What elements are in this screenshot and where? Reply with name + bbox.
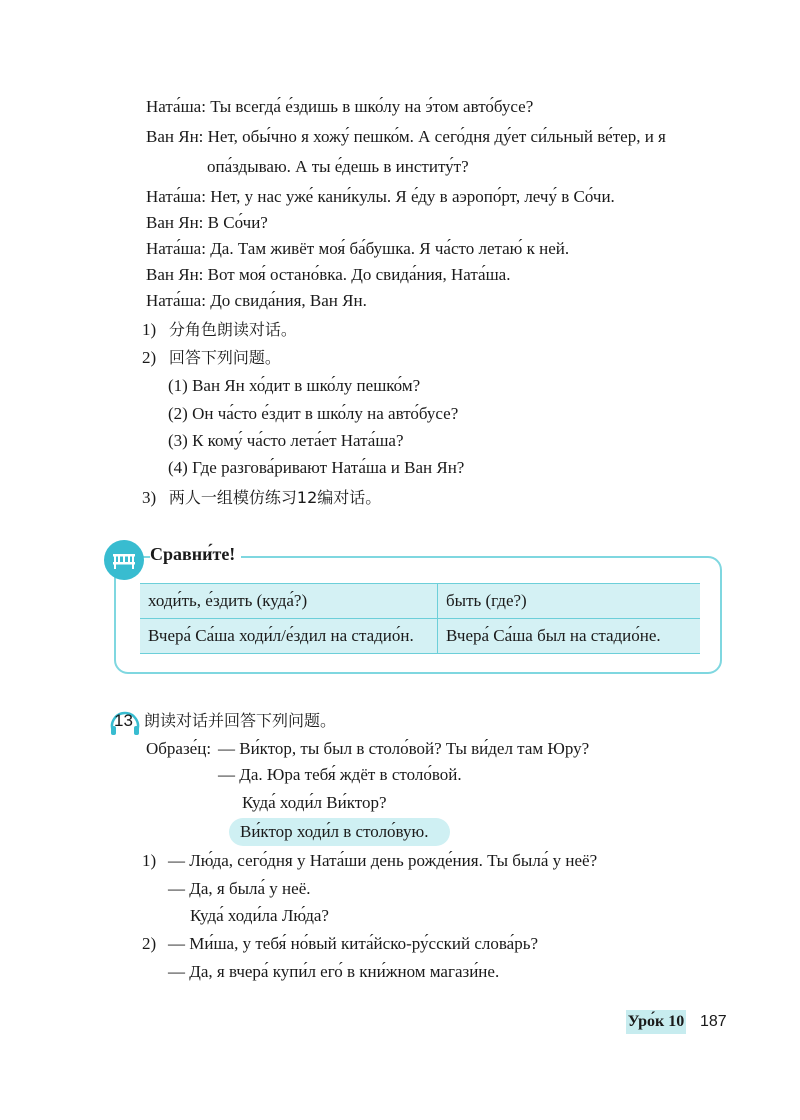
dialogue-line xyxy=(207,155,469,179)
utterance: опа́здываю. А ты е́дешь в институ́т? xyxy=(207,157,469,176)
dialogue-line xyxy=(146,125,666,149)
task-text: 两人一组模仿练习12编对话。 xyxy=(168,488,382,507)
speaker: Ната́ша: xyxy=(146,291,206,310)
page-number: 187 xyxy=(700,1013,727,1030)
dialogue-line xyxy=(146,185,615,209)
sample-label: Образе́ц: xyxy=(146,739,212,758)
task-text: 回答下列问题。 xyxy=(168,348,281,367)
table-row xyxy=(140,584,700,619)
utterance: В Со́чи? xyxy=(207,213,268,232)
sample-line: Куда́ ходи́л Ви́ктор? xyxy=(242,793,387,812)
task-item xyxy=(142,346,281,370)
task-number: 1) xyxy=(142,320,157,339)
speaker: Ната́ша: xyxy=(146,239,206,258)
table-cell: быть (где?) xyxy=(438,584,701,619)
item-number: 2) xyxy=(142,934,157,953)
table-cell: ходи́ть, е́здить (куда́?) xyxy=(140,584,438,619)
exercise-number: 13 xyxy=(114,711,133,730)
speaker: Ван Ян: xyxy=(146,265,204,284)
dialogue-line xyxy=(146,289,367,313)
question: (3) К кому́ ча́сто лета́ет Ната́ша? xyxy=(168,431,404,450)
speaker: Ван Ян: xyxy=(146,127,204,146)
compare-table xyxy=(140,583,700,654)
task-text: 分角色朗读对话。 xyxy=(168,320,297,339)
utterance: Вот моя́ остано́вка. До свида́ния, Ната́ша. xyxy=(207,265,511,284)
item-line: Куда́ ходи́ла Лю́да? xyxy=(190,906,329,925)
utterance: Нет, у нас уже́ кани́кулы. Я е́ду в аэропо́рт, лечу́ в Со́чи. xyxy=(210,187,615,206)
task-item xyxy=(142,486,381,510)
dialogue-line xyxy=(146,237,569,261)
utterance: До свида́ния, Ван Ян. xyxy=(210,291,367,310)
dialogue-line xyxy=(146,263,510,287)
item-number: 1) xyxy=(142,851,157,870)
sample-answer: Ви́ктор ходи́л в столо́вую. xyxy=(240,822,429,841)
utterance: Да. Там живёт моя́ ба́бушка. Я ча́сто летаю́ к ней. xyxy=(210,239,570,258)
speaker: Ван Ян: xyxy=(146,213,204,232)
item-line: — Ми́ша, у тебя́ но́вый кита́йско-ру́сский слова́рь? xyxy=(168,934,538,953)
item-line: — Да, я была́ у неё. xyxy=(168,879,311,898)
dialogue-line xyxy=(146,95,533,119)
item-line: — Да, я вчера́ купи́л его́ в кни́жном магази́не. xyxy=(168,962,500,981)
speaker: Ната́ша: xyxy=(146,97,206,116)
dialogue-line xyxy=(146,211,268,235)
item-line: — Лю́да, сего́дня у Ната́ши день рожде́ния. Ты была́ у неё? xyxy=(168,851,598,870)
question: (4) Где разгова́ривают Ната́ша и Ван Ян? xyxy=(168,458,465,477)
task-item xyxy=(142,318,297,342)
table-cell: Вчера́ Са́ша был на стадио́не. xyxy=(438,619,701,654)
question: (2) Он ча́сто е́здит в шко́лу на авто́бусе? xyxy=(168,404,459,423)
compare-title: Сравни́те! xyxy=(150,544,241,565)
table-row xyxy=(140,619,700,654)
sample-line: — Да. Юра тебя́ ждёт в столо́вой. xyxy=(218,765,462,784)
exercise-instruction: 朗读对话并回答下列问题。 xyxy=(144,711,337,730)
lesson-label: Уро́к 10 xyxy=(626,1010,686,1034)
compare-icon xyxy=(104,540,144,580)
utterance: Ты всегда́ е́здишь в шко́лу на э́том авто́бусе? xyxy=(210,97,534,116)
table-cell: Вчера́ Са́ша ходи́л/е́здил на стадио́н. xyxy=(140,619,438,654)
question: (1) Ван Ян хо́дит в шко́лу пешко́м? xyxy=(168,376,421,395)
utterance: Нет, обы́чно я хожу́ пешко́м. А сего́дня ду́ет си́льный ве́тер, и я xyxy=(207,127,666,146)
sample-line: — Ви́ктор, ты был в столо́вой? Ты ви́дел там Юру? xyxy=(218,739,590,758)
task-number: 2) xyxy=(142,348,157,367)
task-number: 3) xyxy=(142,488,157,507)
speaker: Ната́ша: xyxy=(146,187,206,206)
